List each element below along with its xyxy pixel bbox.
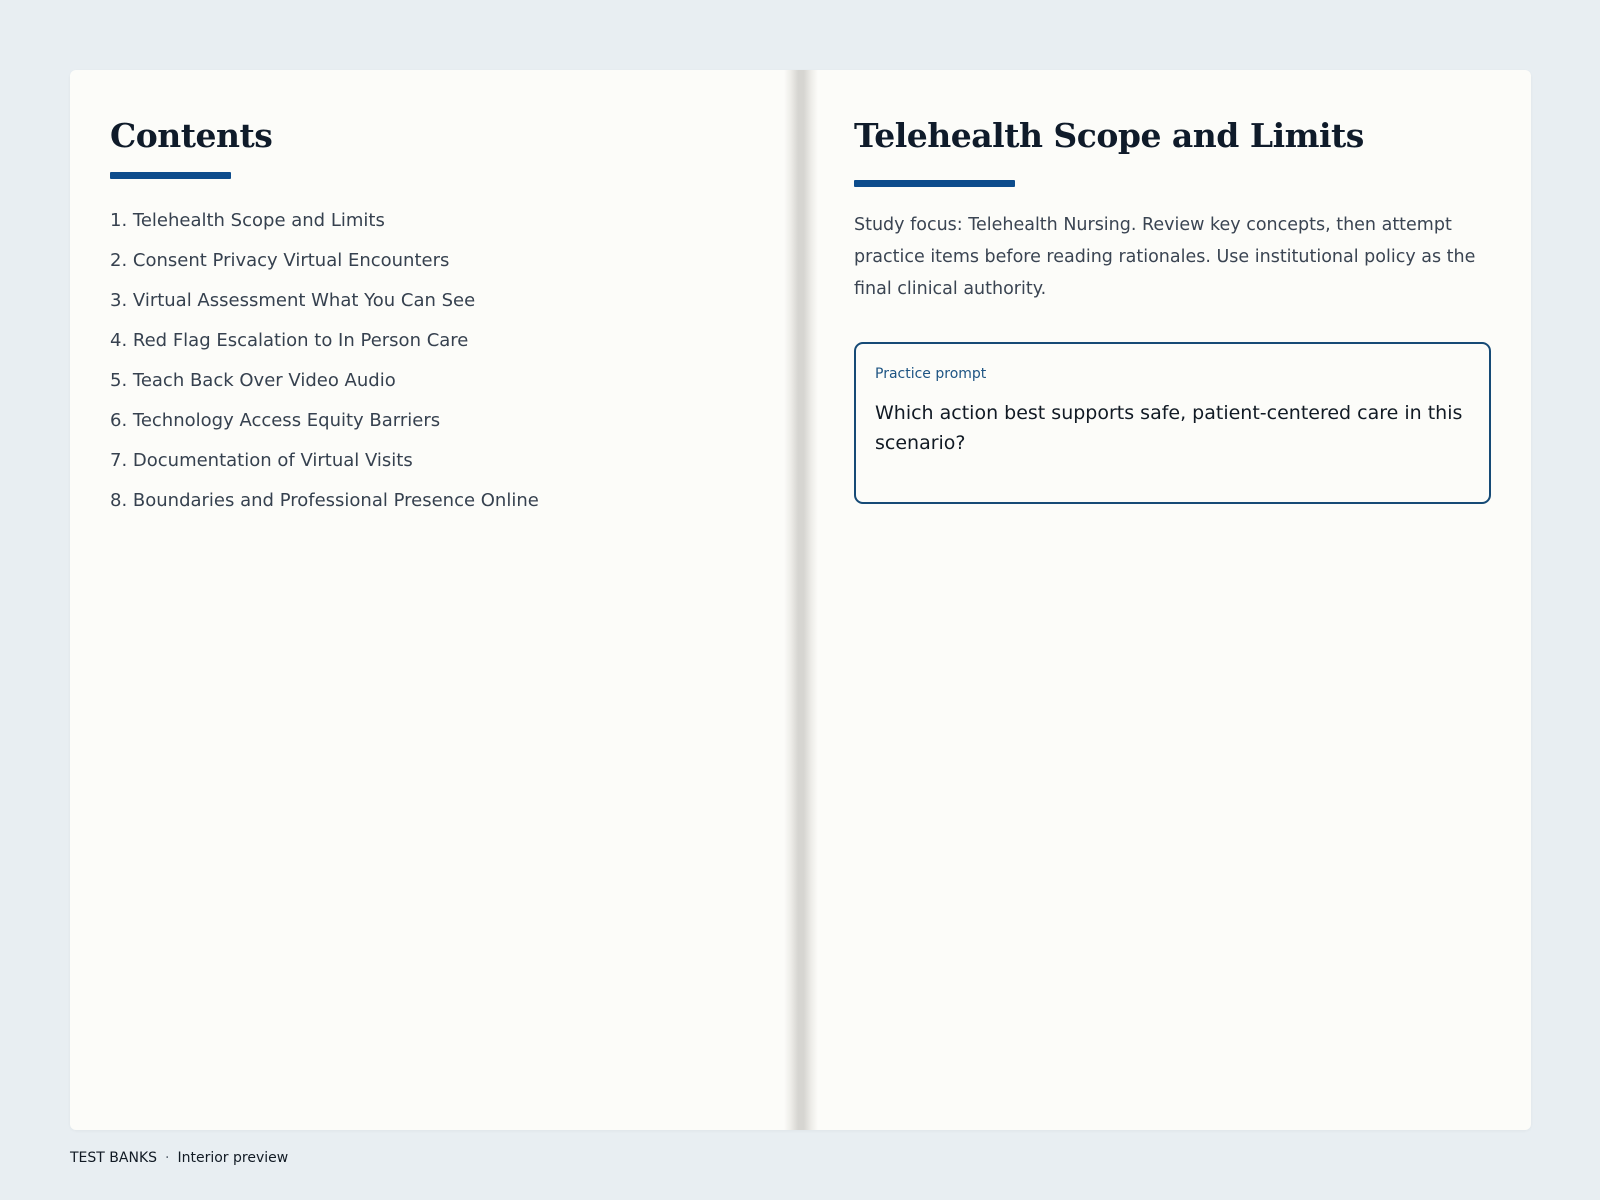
chapter-title: Telehealth Scope and Limits xyxy=(854,116,1364,155)
contents-item[interactable]: 6. Technology Access Equity Barriers xyxy=(110,410,441,431)
book-spread xyxy=(70,70,1531,1130)
chapter-page xyxy=(854,108,1491,504)
contents-item[interactable]: 8. Boundaries and Professional Presence Online xyxy=(110,490,539,511)
contents-item[interactable]: 4. Red Flag Escalation to In Person Care xyxy=(110,330,469,351)
book-gutter xyxy=(784,70,818,1130)
contents-list xyxy=(110,201,750,521)
contents-page xyxy=(110,108,750,521)
chapter-title-rule xyxy=(854,180,1015,187)
contents-item[interactable]: 2. Consent Privacy Virtual Encounters xyxy=(110,250,450,271)
footer-brand: TEST BANKS xyxy=(70,1150,158,1166)
contents-item[interactable]: 7. Documentation of Virtual Visits xyxy=(110,450,413,471)
practice-prompt-box xyxy=(854,342,1491,504)
practice-prompt-question: Which action best supports safe, patient-centered care in this scenario? xyxy=(875,402,1463,454)
contents-title: Contents xyxy=(110,116,273,155)
contents-item[interactable]: 1. Telehealth Scope and Limits xyxy=(110,210,385,231)
footer xyxy=(70,1148,288,1168)
footer-separator: · xyxy=(165,1150,170,1166)
practice-prompt-label: Practice prompt xyxy=(875,366,987,382)
chapter-intro: Study focus: Telehealth Nursing. Review key concepts, then attempt practice items before reading rationales. Use institutional policy as the final clinical authority. xyxy=(854,215,1476,299)
contents-item[interactable]: 3. Virtual Assessment What You Can See xyxy=(110,290,476,311)
contents-title-rule xyxy=(110,172,231,179)
footer-caption: Interior preview xyxy=(177,1150,289,1166)
contents-item[interactable]: 5. Teach Back Over Video Audio xyxy=(110,370,396,391)
